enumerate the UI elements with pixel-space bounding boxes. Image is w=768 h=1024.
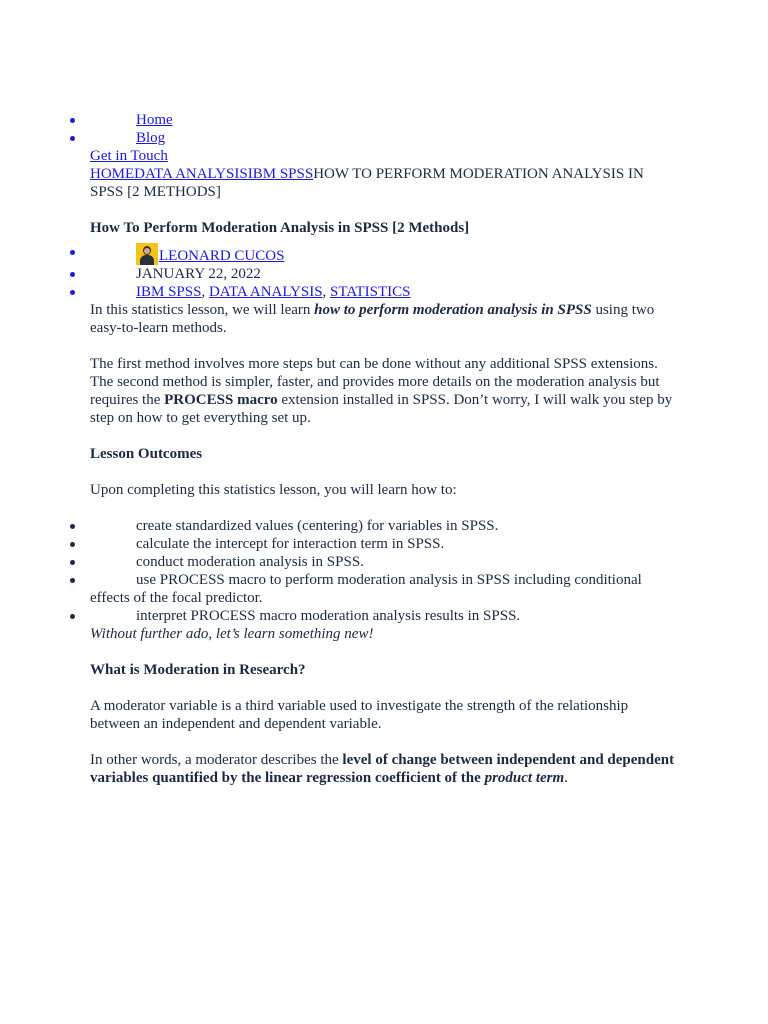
breadcrumb [90,165,680,201]
category-link-ibm-spss[interactable]: IBM SPSS [136,284,202,300]
intro-emphasis: how to perform moderation analysis in SPSS [314,302,592,318]
main-nav [90,111,680,147]
closing-line: Without further ado, let’s learn something new! [90,626,374,642]
list-item: create standardized values (centering) for variables in SPSS. [90,517,680,535]
breadcrumb-home[interactable]: HOME [90,166,135,182]
article-meta [90,243,680,301]
breadcrumb-current: HOW TO PERFORM MODERATION ANALYSIS IN SPSS [2 METHODS] [90,166,644,200]
nav-link-blog[interactable]: Blog [136,130,166,146]
nav-link-home[interactable]: Home [136,112,173,128]
page-content [90,111,680,805]
outcomes-heading: Lesson Outcomes [90,446,203,462]
breadcrumb-data-analysis[interactable]: DATA ANALYSIS [134,166,248,182]
nav-item-blog [90,129,680,147]
meta-categories: IBM SPSS, DATA ANALYSIS, STATISTICS [90,283,680,301]
definition-paragraph: A moderator variable is a third variable used to investigate the strength of the relationship between an independent and dependent variable. [90,698,629,732]
list-item: calculate the intercept for interaction term in SPSS. [90,535,680,553]
category-link-statistics[interactable]: STATISTICS [330,284,411,300]
outcomes-intro: Upon completing this statistics lesson, you will learn how to: [90,482,457,498]
author-link[interactable]: LEONARD CUCOS [159,248,285,264]
intro-paragraph [90,301,680,337]
methods-text: The first method involves more steps but can be done without any additional SPSS extensions. The second method is simpler, faster, and provides more details on the moderation analysis but requires the [90,356,660,408]
author-avatar[interactable] [136,243,158,265]
list-item: use PROCESS macro to perform moderation analysis in SPSS including conditional effects of the focal predictor. [90,571,680,607]
other-words-paragraph [90,751,680,787]
other-words-text: In other words, a moderator describes the [90,752,343,768]
intro-text-end: using two easy-to-learn methods. [90,302,655,336]
section-heading: What is Moderation in Research? [90,662,306,678]
list-item: interpret PROCESS macro moderation analysis results in SPSS. [90,607,680,625]
article-title: How To Perform Moderation Analysis in SPSS [2 Methods] [90,220,470,236]
nav-item-home [90,111,680,129]
methods-paragraph [90,355,680,427]
intro-text: In this statistics lesson, we will learn [90,302,315,318]
process-macro-bold: PROCESS macro [164,392,278,408]
breadcrumb-ibm-spss[interactable]: IBM SPSS [247,166,314,182]
other-words-end: . [564,770,568,786]
post-date: JANUARY 22, 2022 [136,266,261,282]
meta-date [90,265,680,283]
other-words-bold: level of change between independent and dependent variables quantified by the linear regression coefficient of the [90,752,675,786]
get-in-touch-link[interactable]: Get in Touch [90,148,168,164]
outcomes-list [90,517,680,625]
meta-author [90,243,680,265]
product-term: product term [484,770,565,786]
category-link-data-analysis[interactable]: DATA ANALYSIS [208,284,323,300]
list-item: conduct moderation analysis in SPSS. [90,553,680,571]
methods-text-end: extension installed in SPSS. Don’t worry, I will walk you step by step on how to get everything set up. [90,392,673,426]
